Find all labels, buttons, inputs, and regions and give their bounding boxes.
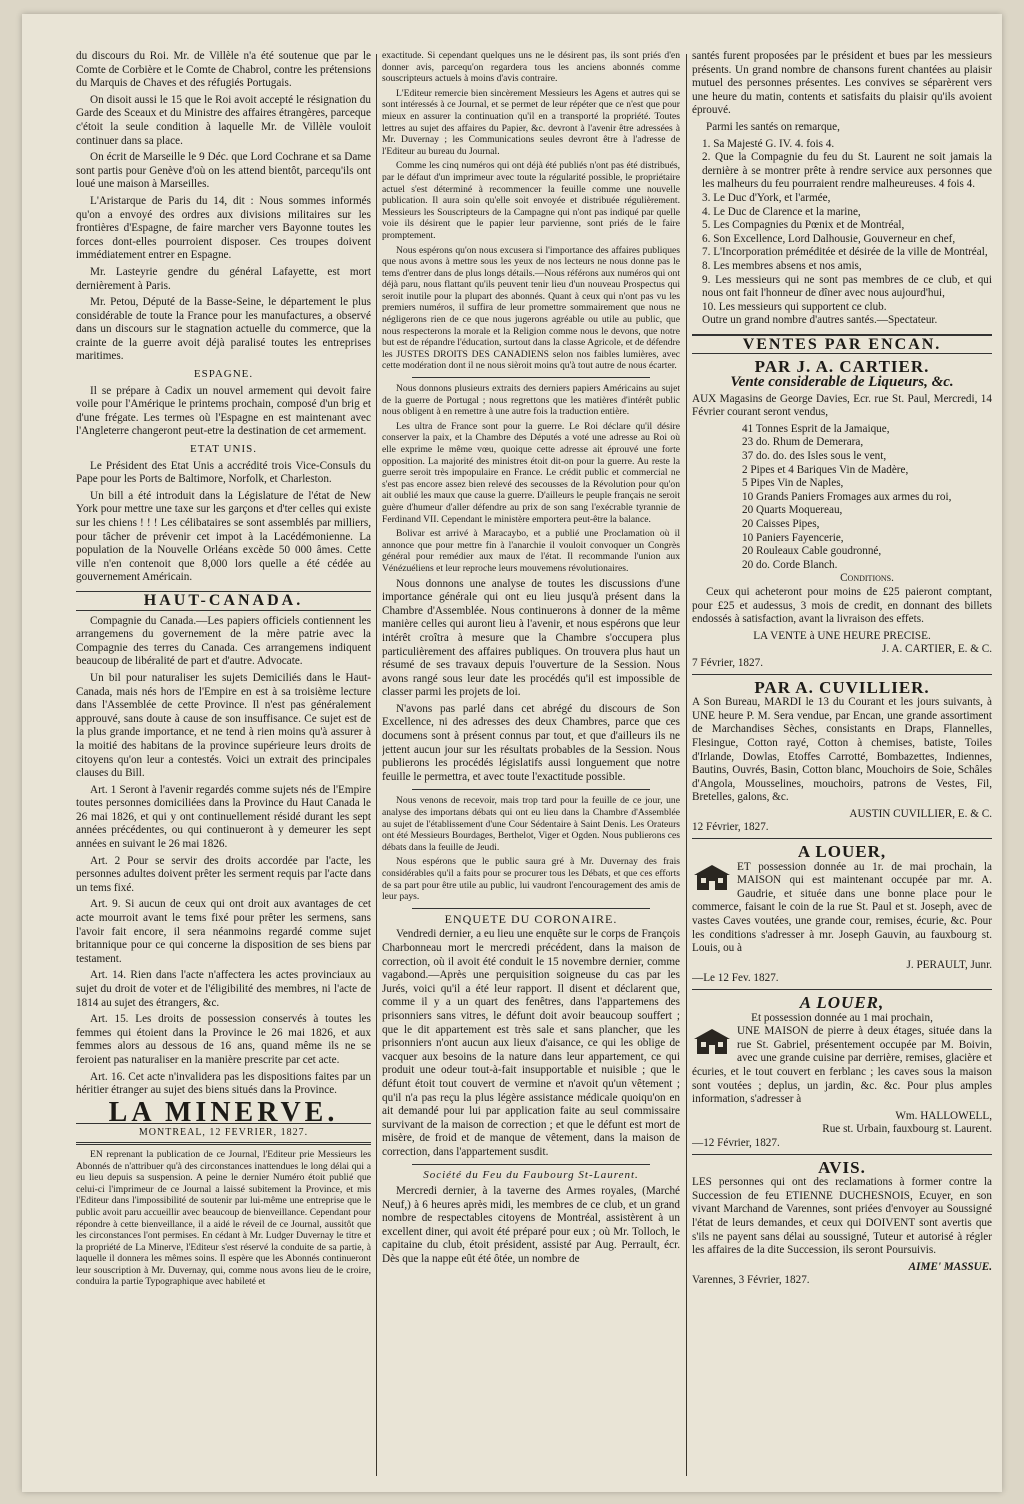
section-heading-etat-unis: ETAT UNIS. xyxy=(190,443,257,456)
signature: AUSTIN CUVILLIER, E. & C. xyxy=(849,807,992,820)
paragraph: Un bil pour naturaliser les sujets Demiciliés dans le Haut-Canada, mais nés hors de l'Empire en est à sa troisième lecture dans l'Assemblée de cette Province. Il n'est pas généralement approuvé, sans doute à cause de son insuffisance. Ce sujet est de la plus grande importance, et ne tend à rien moins qu'à assurer à la moitié des habitans de la province supérieure leurs droits de citoyens qu'on leur a contestés. Voici un extrait des principales clauses du Bill. xyxy=(76,671,371,780)
paragraph: Il se prépare à Cadix un nouvel armement qui devoit faire voile pour l'Amérique le printems prochain, composé d'un brig et d'une frégate. Les termes où l'Espagne en est maintenant avec l'Angleterre changeront peut-etre la destination de cet armement. xyxy=(76,384,371,438)
list-item: 41 Tonnes Esprit de la Jamaique, xyxy=(742,422,890,435)
paragraph: Un bill a été introduit dans la Législature de l'état de New York pour mettre une taxe sur les garçons et d'ter celles qui existe sur les chiens ! ! ! Les célibataires se sont assemblés par milliers, pour tâcher de prévenir cet impot à la Lacédémonienne. La population de la Nouvelle Orléans excède 50 000 âmes. Cette ville n'en contenoit que 8,000 lors quelle a été cédée au gouvernement Américain. xyxy=(76,489,371,584)
list-item: 5 Pipes Vin de Naples, xyxy=(742,477,844,490)
signature: J. PERAULT, Junr. xyxy=(906,958,992,971)
paragraph: A Son Bureau, MARDI le 13 du Courant et les jours suivants, à UNE heure P. M. Sera vendue, par Encan, une grande assortiment de Marchandises Sèches, consistants en Draps, Flannelles, Flesingue, Cotton rayé, Cotton à chemises, batiste, Toiles d'Irlande, Dowlas, Etoffes Carrotté, Bombazettes, Indiennes, Bautins, Ouvrés, Basin, Cotton blanc, Mouchoirs de Soie, Schâles d'Angola, Mousselines, mouchoirs, patrons de Vestes, Fil, Bretelles, galons, &c. xyxy=(692,696,992,804)
paragraph: Mr. Lasteyrie gendre du général Lafayette, est mort dernièrement à Paris. xyxy=(76,265,371,292)
paragraph: ET possession donnée au 1r. de mai prochain, la MAISON qui est maintenant occupée par mr. A. Gaudrie, et située dans une bonne place pour le commerce, faisant le coin de la rue St. Paul et st. Joseph, avec de vastes Caves voutées, une grande cour, remises, écurie, &c. Pour les conditions s'adresser à mr. Joseph Gauvin, au fauxbourg st. Louis, ou à xyxy=(692,860,992,955)
list-item: 8. Les membres absens et nos amis, xyxy=(702,259,862,272)
list-item: 23 do. Rhum de Demerara, xyxy=(742,436,864,449)
section-heading-ventes: VENTES PAR ENCAN. xyxy=(692,334,992,355)
list-item: 6. Son Excellence, Lord Dalhousie, Gouverneur en chef, xyxy=(702,232,956,245)
list-item: 5. Les Compagnies du Pœnix et de Montréal, xyxy=(702,219,905,232)
ad-title-cartier: PAR J. A. CARTIER. xyxy=(754,357,930,377)
list-item: Outre un grand nombre d'autres santés.—Spectateur. xyxy=(702,314,938,327)
toasts-list xyxy=(692,138,992,328)
date: Varennes, 3 Février, 1827. xyxy=(692,1274,810,1287)
paragraph: Comme les cinq numéros qui ont déjà été publiés n'ont pas été distribués, par le défaut d'un imprimeur avec toute la régularité possible, le propriétaire actuel s'est déterminé à recommencer la feuille comme une nouvelle publication. Il aura soin qu'elle soit envoyée et distribuée régulièrement. Messieurs les Souscripteurs de la Campagne qui n'ont pas indiqué par quelle voie ils désirent que le papier leur parvienne, sont priés de le faire promptement. xyxy=(382,160,680,241)
signature: Wm. HALLOWELL, xyxy=(895,1109,992,1122)
list-item: 10 Paniers Fayencerie, xyxy=(742,531,844,544)
address: Rue st. Urbain, fauxbourg st. Laurent. xyxy=(822,1123,992,1136)
signature: AIME' MASSUE. xyxy=(908,1260,992,1273)
paragraph: Les ultra de France sont pour la guerre. Le Roi déclare qu'il désire conserver la paix, et la Chambre des Députés a voté une adresse au Roi où elle exprime le même vœu, quoique cette adresse ait éprouvé une forte opposition. La majorité des ministres étoit dit-on pour la guerre. Au reste la guerre seroit très impopulaire en France. Le crédit public et commercial ne s'est pas encore assez bien relevé des secousses de la Révolution pour qu'on ait oublié les maux que cause la guerre. D'ailleurs le peuple français ne seroit guère d'humeur d'aller défendre au prix de son sang l'exécrable tyrannie de Ferdinand VII. Cependant le ministère emportera peut-être la balance. xyxy=(382,420,680,525)
list-item: 1. Sa Majesté G. IV. 4. fois 4. xyxy=(702,137,835,150)
date: 7 Février, 1827. xyxy=(692,656,764,669)
divider xyxy=(412,1164,650,1165)
paragraph: Art. 14. Rien dans l'acte n'affectera les actes provinciaux au sujet du droit de voter et de l'éligibilité des membres, ni l'acte de 1814 au sujet des étrangers, &c. xyxy=(76,969,371,1009)
ad-title-cuvillier: PAR A. CUVILLIER. xyxy=(754,677,930,697)
list-item: Conditions. xyxy=(840,572,894,585)
date: —Le 12 Fev. 1827. xyxy=(692,972,779,985)
section-heading-espagne: ESPAGNE. xyxy=(193,368,254,381)
ad-subtitle: Et possession donnée au 1 mai prochain, xyxy=(751,1011,933,1024)
column-1 xyxy=(76,50,371,1482)
list-item: 10. Les messieurs qui supportent ce club. xyxy=(702,300,887,313)
section-heading-societe-feu: Société du Feu du Faubourg St-Laurent. xyxy=(423,1169,639,1182)
list-item: 20 Rouleaux Cable goudronné, xyxy=(742,545,882,558)
list-item: 10 Grands Paniers Fromages aux armes du roi, xyxy=(742,490,952,503)
paragraph: Art. 9. Si aucun de ceux qui ont droit aux avantages de cet acte mourroit avant le tems fixé pour prêter les sermens, sans l'avoir fait encore, il sera néanmoins regardé comme sujet britannique pour ce qui concerne la disposition de ses biens par testament. xyxy=(76,898,371,965)
paragraph: L'Aristarque de Paris du 14, dit : Nous sommes informés qu'on a envoyé des ordres aux divisions militaires sur les frontières d'Espagne, de faire marcher vers Bayonne toutes les forces dont-elles pourroient disposer. Ces troupes doivent immédiatement entrer en Espagne. xyxy=(76,194,371,262)
list-item: 4. Le Duc de Clarence et la marine, xyxy=(702,205,861,218)
paragraph: On disoit aussi le 15 que le Roi avoit accepté le résignation du Garde des Sceaux et du Ministre des affaires étrangères, parceque c'étoit la seule condition à laquelle Mr. de Villèle vouloit continuer dans sa place. xyxy=(76,93,371,147)
paragraph: Art. 15. Les droits de possession conservés à toutes les femmes qui étoient dans la Province le 26 mai 1826, et aux femmes alors au dessous de 16 ans, quand même ils ne se feroient pas naturaliser en la manière prescrite par cet acte. xyxy=(76,1013,371,1066)
date: 12 Février, 1827. xyxy=(692,821,769,834)
paragraph: UNE MAISON de pierre à deux étages, située dans la rue St. Gabriel, présentement occupée par M. Boivin, avec une grande cuisine par derrière, remises, glacière et écuries, et le tout couvert en ferblanc ; les caves sous la maison sont voutées ; deplus, un jardin, &c. &c. Pour plus amples information, s'adresser à xyxy=(692,1025,992,1106)
divider xyxy=(412,789,650,790)
column-2 xyxy=(382,50,680,1482)
paragraph: Le Président des Etat Unis a accrédité trois Vice-Consuls du Pape pour les Ports de Baltimore, Norfolk, et Charleston. xyxy=(76,459,371,486)
paragraph: Art. 16. Cet acte n'invalidera pas les dispositions faites par un héritier étranger au sujet des biens situés dans la Province. xyxy=(76,1070,371,1097)
paragraph: Mercredi dernier, à la taverne des Armes royales, (Marché Neuf,) à 6 heures après midi, les membres de ce club, et un grand nombre de respectables citoyens de Montréal, assistèrent à un excellent diner, qui avoit été préparé pour eux ; où Mr. Tolloch, le capitaine du club, étoit président, assisté par Aug. Perrault, écr. Dès que la nappe eût été ôtée, un nombre de xyxy=(382,1185,680,1266)
paragraph: Nous donnons plusieurs extraits des derniers papiers Américains au sujet de la guerre de Portugal ; nous regrettons que les matières d'intérêt public nous obligent à en remettre à une autre fois la traduction entière. xyxy=(382,383,680,418)
section-heading-coronaire: ENQUETE DU CORONAIRE. xyxy=(444,911,618,926)
paragraph: Vendredi dernier, a eu lieu une enquête sur le corps de François Charbonneau mort le mercredi précédent, dans la maison de correction, où il avoit été conduit le 15 novembre dernier, comme vagabond.—Après une perquisition soigneuse du cas par les Jurés, voici qu'il a été leur rapport. Il disent et déclarent que, comme il y a un quart des fenêtres, dans l'appartemens des prisonniers sans vitres, le défunt doit avoir beaucoup souffert ; que le dit appartement est très sale et sans plancher, que les prisonniers n'ont aucun aux lieux d'aisance, ce qui les oblige de vacquer aux besoins de la nature dans leur appartement, ce qui produit une odeur tout-à-fait insupportable et nuisible ; que le défunt étoit tout couvert de vermine et n'avoit qu'un vêtement ; qu'il n'a pas reçu la plus légère assistance médicale quoiqu'on en ait demandé pour lui par application faite au seul commissaire survivant de la maison de correction ; et que le défunt est mort de misère, de froid et de manque de vêtement, dans la maison de correction, dans l'appartement susdit. xyxy=(382,928,680,1158)
paragraph: AUX Magasins de George Davies, Ecr. rue St. Paul, Mercredi, 14 Février courant seront vendus, xyxy=(692,392,992,419)
paragraph: du discours du Roi. Mr. de Villèle n'a été soutenue que par le Comte de Corbière et le Comte de Chabrol, contre les prétensions du Marquis de Chaves et des réfugiés Portugais. xyxy=(76,50,371,90)
ad-subtitle-cartier: Vente considerable de Liqueurs, &c. xyxy=(730,374,954,391)
paragraph: Compagnie du Canada.—Les papiers officiels contiennent les arrangemens du governement de la mère patrie avec la Compagnie des terres du Canada. Ces arrangemens indiquent beaucoup de libéralité de part et d'autre. Advocate. xyxy=(76,614,371,668)
ad-title-avis: AVIS. xyxy=(818,1157,866,1177)
paragraph: Mr. Petou, Député de la Basse-Seine, le département le plus considérable de toute la France pour les manufactures, a observé dans un discours sur le stagnation actuelle du commerce, que la crainte de la guerre avoit déjà paralisé toutes les entreprises maritimes. xyxy=(76,296,371,363)
paragraph: On écrit de Marseille le 9 Déc. que Lord Cochrane et sa Dame sont partis pour Genève d'où on les attend bientôt, parcequ'ils ont loué une maison à Marseilles. xyxy=(76,151,371,191)
liquor-list xyxy=(692,423,992,586)
signature: J. A. CARTIER, E. & C. xyxy=(882,643,992,656)
list-item: 20 do. Corde Blanch. xyxy=(742,558,838,571)
paragraph: Ceux qui acheteront pour moins de £25 paieront comptant, pour £25 et audessus, 3 mois de credit, en donnant des billets endossés à satisfaction, avant la livraison des effets. xyxy=(692,585,992,626)
paragraph: Nous venons de recevoir, mais trop tard pour la feuille de ce jour, une analyse des importans débats qui ont eu lieu dans la Chambre d'Assemblée au sujet de l'établissement d'une Cour Sédentaire à Saint Denis. Les Orateurs ont été Messieurs Bourdages, Berthelot, Viger et Ogden. Nous publierons ces débats dans la feuille de Jeudi. xyxy=(382,795,680,853)
paragraph: Nous espérons que le public saura gré à Mr. Duvernay des frais considérables qu'il a faits pour se procurer tous les Débats, et que ces efforts de sa part pour être utile au public, lui vaudront l'encouragement des amis de leur pays. xyxy=(382,856,680,903)
divider xyxy=(692,1154,992,1155)
editorial-paragraph: EN reprenant la publication de ce Journal, l'Editeur prie Messieurs les Abonnés de n'attribuer qu'à des circonstances inattendues le long délai qui a eu lieu depuis sa suspension. A peine le dernier Numéro étoit publié que celui-ci l'imprimeur de ce Journal a laissé subitement la Province, et mis l'Editeur dans l'impossibilité de soutenir par lui-même une entreprise que le public avoit paru accueillir avec beaucoup de bienveillance. Cependant pour répondre à cette bienveillance, il a aidé le réveil de ce Journal, aussitôt que les circonstances l'ont permises. En cédant à Mr. Ludger Duvernay le titre et la propriété de La Minerve, l'Editeur s'est réservé la conduite de sa partie, à laquelle il donnera les mêmes soins. Il espère que les Abonnés continueront leur souscription à Mr. Duvernay, qui, comme nous avons lieu de le croire, conduira la partie Typographique avec habileté et xyxy=(76,1148,371,1288)
list-item: 2. Que la Compagnie du feu du St. Laurent ne soit jamais la dernière à se montrer prête à rendre service aux personnes que les malheurs du feu pourraient rendre malheureuses. 4 fois 4. xyxy=(702,151,992,191)
ad-title-a-louer: A LOUER, xyxy=(797,842,887,862)
paragraph: Art. 1 Seront à l'avenir regardés comme sujets nés de l'Empire toutes personnes domiciliées dans la Province du Haut Canada le 26 mai 1826, et qui y ont continuellement résidé durant les sept années précédentes, ou qui continueront à y demeurer les sept années en suivant le 26 mai 1826. xyxy=(76,783,371,851)
date: —12 Février, 1827. xyxy=(692,1136,780,1149)
newspaper-page xyxy=(22,14,1002,1492)
list-item: 9. Les messieurs qui ne sont pas membres de ce club, et qui nous ont fait l'honneur de dîner avec nous aujourd'hui, xyxy=(702,273,992,300)
paragraph: santés furent proposées par le président et bues par les messieurs présents. Un grand nombre de chansons furent chantées au plaisir mutuel des personnes présentes. Les convives se séparèrent vers une heure du matin, contents et satisfaits du plaisir qu'ils avoient éprouvé. xyxy=(692,50,992,117)
paragraph: N'avons pas parlé dans cet abrégé du discours de Son Excellence, ni des adresses des deux Chambres, parce que ces documens sont à présent connus par tout, et que d'ailleurs ils ne jettent aucun jour sur les résultats probables de la Session. Nous publierons les procédés législatifs aussi longuement que notre feuille le permettra, et avec toute l'exactitude possible. xyxy=(382,702,680,783)
divider xyxy=(692,989,992,990)
masthead-la-minerve: LA MINERVE. xyxy=(108,1096,339,1128)
list-item: 20 Quarts Moquereau, xyxy=(742,504,843,517)
paragraph: LES personnes qui ont des reclamations à former contre la Succession de feu ETIENNE DUCHESNOIS, Ecuyer, en son vivant Marchand de Varennes, sont priées d'envoyer au Soussigné l'état de leurs demandes, et ceux qui DOIVENT sont avertis que s'ils ne payent sans délai au soussigné, Tuteur et autorisé à régler les affaires de la dite Succession, ils seront Poursuivis. xyxy=(692,1176,992,1257)
list-item: 7. L'Incorporation préméditée et désirée de la ville de Montréal, xyxy=(702,246,988,259)
news-europe xyxy=(76,50,371,364)
column-rule xyxy=(686,54,687,1476)
sale-time: LA VENTE à UNE HEURE PRECISE. xyxy=(753,629,931,642)
paragraph: Nous espérons qu'on nous excusera si l'importance des affaires publiques que nous avons à mettre sous les yeux de nos lecteurs ne nous donne pas le tems d'entrer dans de plus longs détails.—Nous référons aux numéros qui ont déjà paru, nous flattant qu'ils peuvent tenir lieu d'un nouveau Prospectus qui seroit inutile pour la plupart des abonnés. Quant à ceux qui n'ont pas vu les premiers numéros, il suffira de leur promettre sommairement que nous ne négligerons rien de ce que nous jugerons agréable ou utile au public, que nous respecterons la morale et la Religion comme nous le devons, que notre but est de répandre l'éducation, surtout dans la classe Agricole, et de défendre les JUSTES DROITS DES CANADIENS selon nos faibles lumières, avec cette modération dont il ne nous sièroit moins qu'à tout autre de nous écarter. xyxy=(382,244,680,372)
list-item: 2 Pipes et 4 Bariques Vin de Madère, xyxy=(742,463,909,476)
paragraph: Nous donnons une analyse de toutes les discussions d'une importance générale qui ont eu lieu jusqu'à présent dans la Chambre d'Assemblée. Nous continuerons à donner de la même manière celles qui auront lieu à l'avenir, et nous espérons que leur intérêt croîtra à mesure que la Chambre s'occupera plus particulièrement des affaires publiques. On trouvera plus haut un résumé de ses travaux depuis l'ouverture de la Session. Nous avons rangé sous leur date les procédés qu'il est impossible de classer parmi les projets de loi. xyxy=(382,577,680,699)
paragraph: Bolivar est arrivé à Maracaybo, et a publié une Proclamation où il annonce que pour mettre fin à l'anarchie il vouloit convoquer un Congrès général pour remédier aux maux de l'état. Il recommande l'union aux Vénézuéliens et leur reproche leurs mouvemens révolutionaires. xyxy=(382,528,680,574)
house-icon xyxy=(692,1027,732,1055)
paragraph: L'Editeur remercie bien sincèrement Messieurs les Agens et autres qui se sont intéressés à ce Journal, et se permet de leur répéter que ce n'est que pour mieux en assurer la continuation qu'il en a transporté la propriété. Toutes lettres au sujet des affaires du Papier, &c. devront à l'avenir être adressées à Mr. Duvernay ; les Communications seules devront être à l'adresse de l'Editeur au bureau du Journal. xyxy=(382,87,680,157)
list-item: 3. Le Duc d'York, et l'armée, xyxy=(702,191,831,204)
toasts-heading: Parmi les santés on remarque, xyxy=(706,120,840,133)
divider xyxy=(412,377,650,378)
dateline: MONTREAL, 12 FEVRIER, 1827. xyxy=(76,1123,371,1145)
divider xyxy=(692,838,992,839)
section-heading-haut-canada: HAUT-CANADA. xyxy=(76,591,371,611)
divider xyxy=(692,674,992,675)
house-icon xyxy=(692,863,732,891)
paragraph: Art. 2 Pour se servir des droits accordée par l'acte, les personnes adultes doivent prêter les serment requis par l'acte dans un tems fixé. xyxy=(76,854,371,894)
divider xyxy=(412,908,650,909)
paragraph: exactitude. Si cependant quelques uns ne le désirent pas, ils sont priés d'en donner avis, parcequ'on regardera tous les anciens abonnés comme souscripteurs actuels à moins d'avis contraire. xyxy=(382,50,680,85)
ad-title-a-louer: A LOUER, xyxy=(799,993,885,1012)
list-item: 20 Caisses Pipes, xyxy=(742,518,820,530)
list-item: 37 do. do. des Isles sous le vent, xyxy=(742,450,887,463)
column-3 xyxy=(692,50,992,1482)
column-rule xyxy=(376,54,377,1476)
